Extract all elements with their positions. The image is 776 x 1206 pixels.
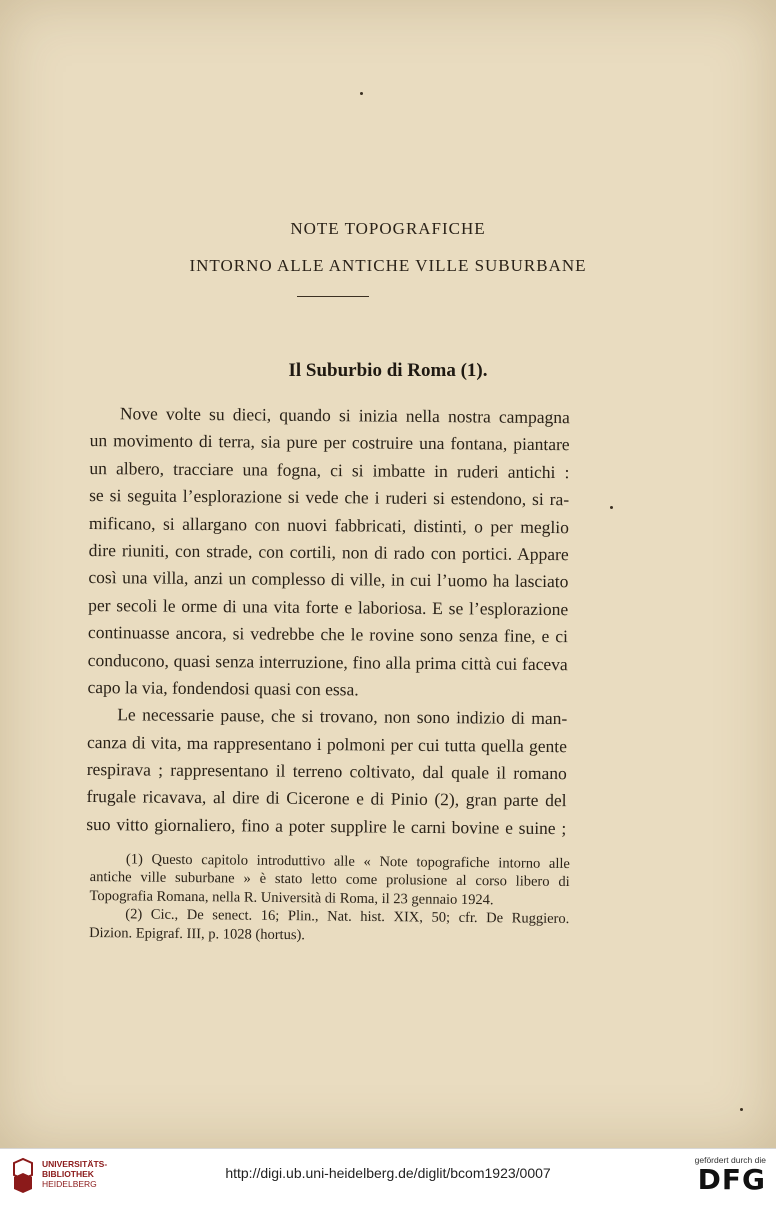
- body-line: canza di vita, ma rappresentano i polmoni per cui tutta quella gente: [86, 731, 568, 756]
- funder-logo: gefördert durch die DFG: [694, 1155, 766, 1196]
- permalink[interactable]: http://digi.ub.uni-heidelberg.de/diglit/bcom1923/0007: [225, 1165, 551, 1181]
- title-divider: [297, 296, 369, 297]
- footnotes: [89, 850, 570, 947]
- body-line: capo la via, fondendosi quasi con essa.: [87, 676, 359, 700]
- body-text: [86, 400, 570, 842]
- body-line: conducono, quasi senza interruzione, fino alla prima città cui faceva: [87, 649, 568, 674]
- library-name: UNIVERSITÄTS- BIBLIOTHEK HEIDELBERG: [42, 1159, 108, 1189]
- speck-mark: [610, 506, 613, 509]
- title-line-2: INTORNO ALLE ANTICHE VILLE SUBURBANE: [189, 256, 587, 275]
- body-line: dire riuniti, con strade, con cortili, non di rado con portici. Appare: [88, 539, 569, 565]
- section-heading-text: Il Suburbio di Roma: [288, 360, 456, 381]
- body-line: Le necessarie pause, che si trovano, non sono indizio di man-: [117, 704, 568, 729]
- speck-mark: [740, 1108, 743, 1111]
- speck-mark: [360, 92, 363, 95]
- title-line-1: NOTE TOPOGRAFICHE: [290, 219, 486, 238]
- viewer-footer: [0, 1148, 776, 1206]
- dfg-logo: DFG: [697, 1163, 766, 1196]
- section-heading-note-ref: (1).: [460, 360, 488, 381]
- body-line: Nove volte su dieci, quando si inizia nella nostra campagna: [119, 403, 570, 428]
- body-line: suo vitto giornaliero, fino a poter supplire le carni bovine e suine ;: [86, 813, 567, 839]
- footnote-line: (1) Questo capitolo introduttivo alle « Note topografiche intorno alle: [125, 851, 570, 873]
- body-line: un albero, tracciare una fogna, ci si imbatte in ruderi antichi :: [89, 457, 570, 482]
- footnote-line: (2) Cic., De senect. 16; Plin., Nat. hist. XIX, 50; cfr. De Ruggiero.: [125, 906, 570, 928]
- body-line: frugale ricavava, al dire di Cicerone e di Pinio (2), gran parte del: [86, 786, 567, 811]
- footnote-line: Topografia Romana, nella R. Università di Roma, il 23 gennaio 1924.: [89, 887, 494, 909]
- body-line: continuasse ancora, si vedrebbe che le rovine sono senza fine, e ci: [87, 622, 569, 647]
- section-heading: [0, 360, 776, 382]
- body-line: respirava ; rappresentano il terreno coltivato, dal quale il romano: [86, 759, 567, 784]
- body-line: così una villa, anzi un complesso di ville, in cui l’uomo ha lasciato: [88, 567, 569, 592]
- body-line: se si seguita l’esplorazione si vede che i ruderi si estendono, si ra-: [89, 485, 570, 510]
- body-line: per secoli le orme di una vita forte e laboriosa. E se l’esplorazione: [88, 594, 569, 619]
- body-line: un movimento di terra, sia pure per costruire una fontana, piantare: [89, 430, 570, 455]
- body-line: mificano, si allargano con nuovi fabbricati, distinti, o per meglio: [88, 512, 569, 537]
- footnote-line: antiche ville suburbane » è stato letto come prolusione al corso libero di: [89, 869, 570, 891]
- footnote-line: Dizion. Epigraf. III, p. 1028 (hortus).: [89, 924, 306, 943]
